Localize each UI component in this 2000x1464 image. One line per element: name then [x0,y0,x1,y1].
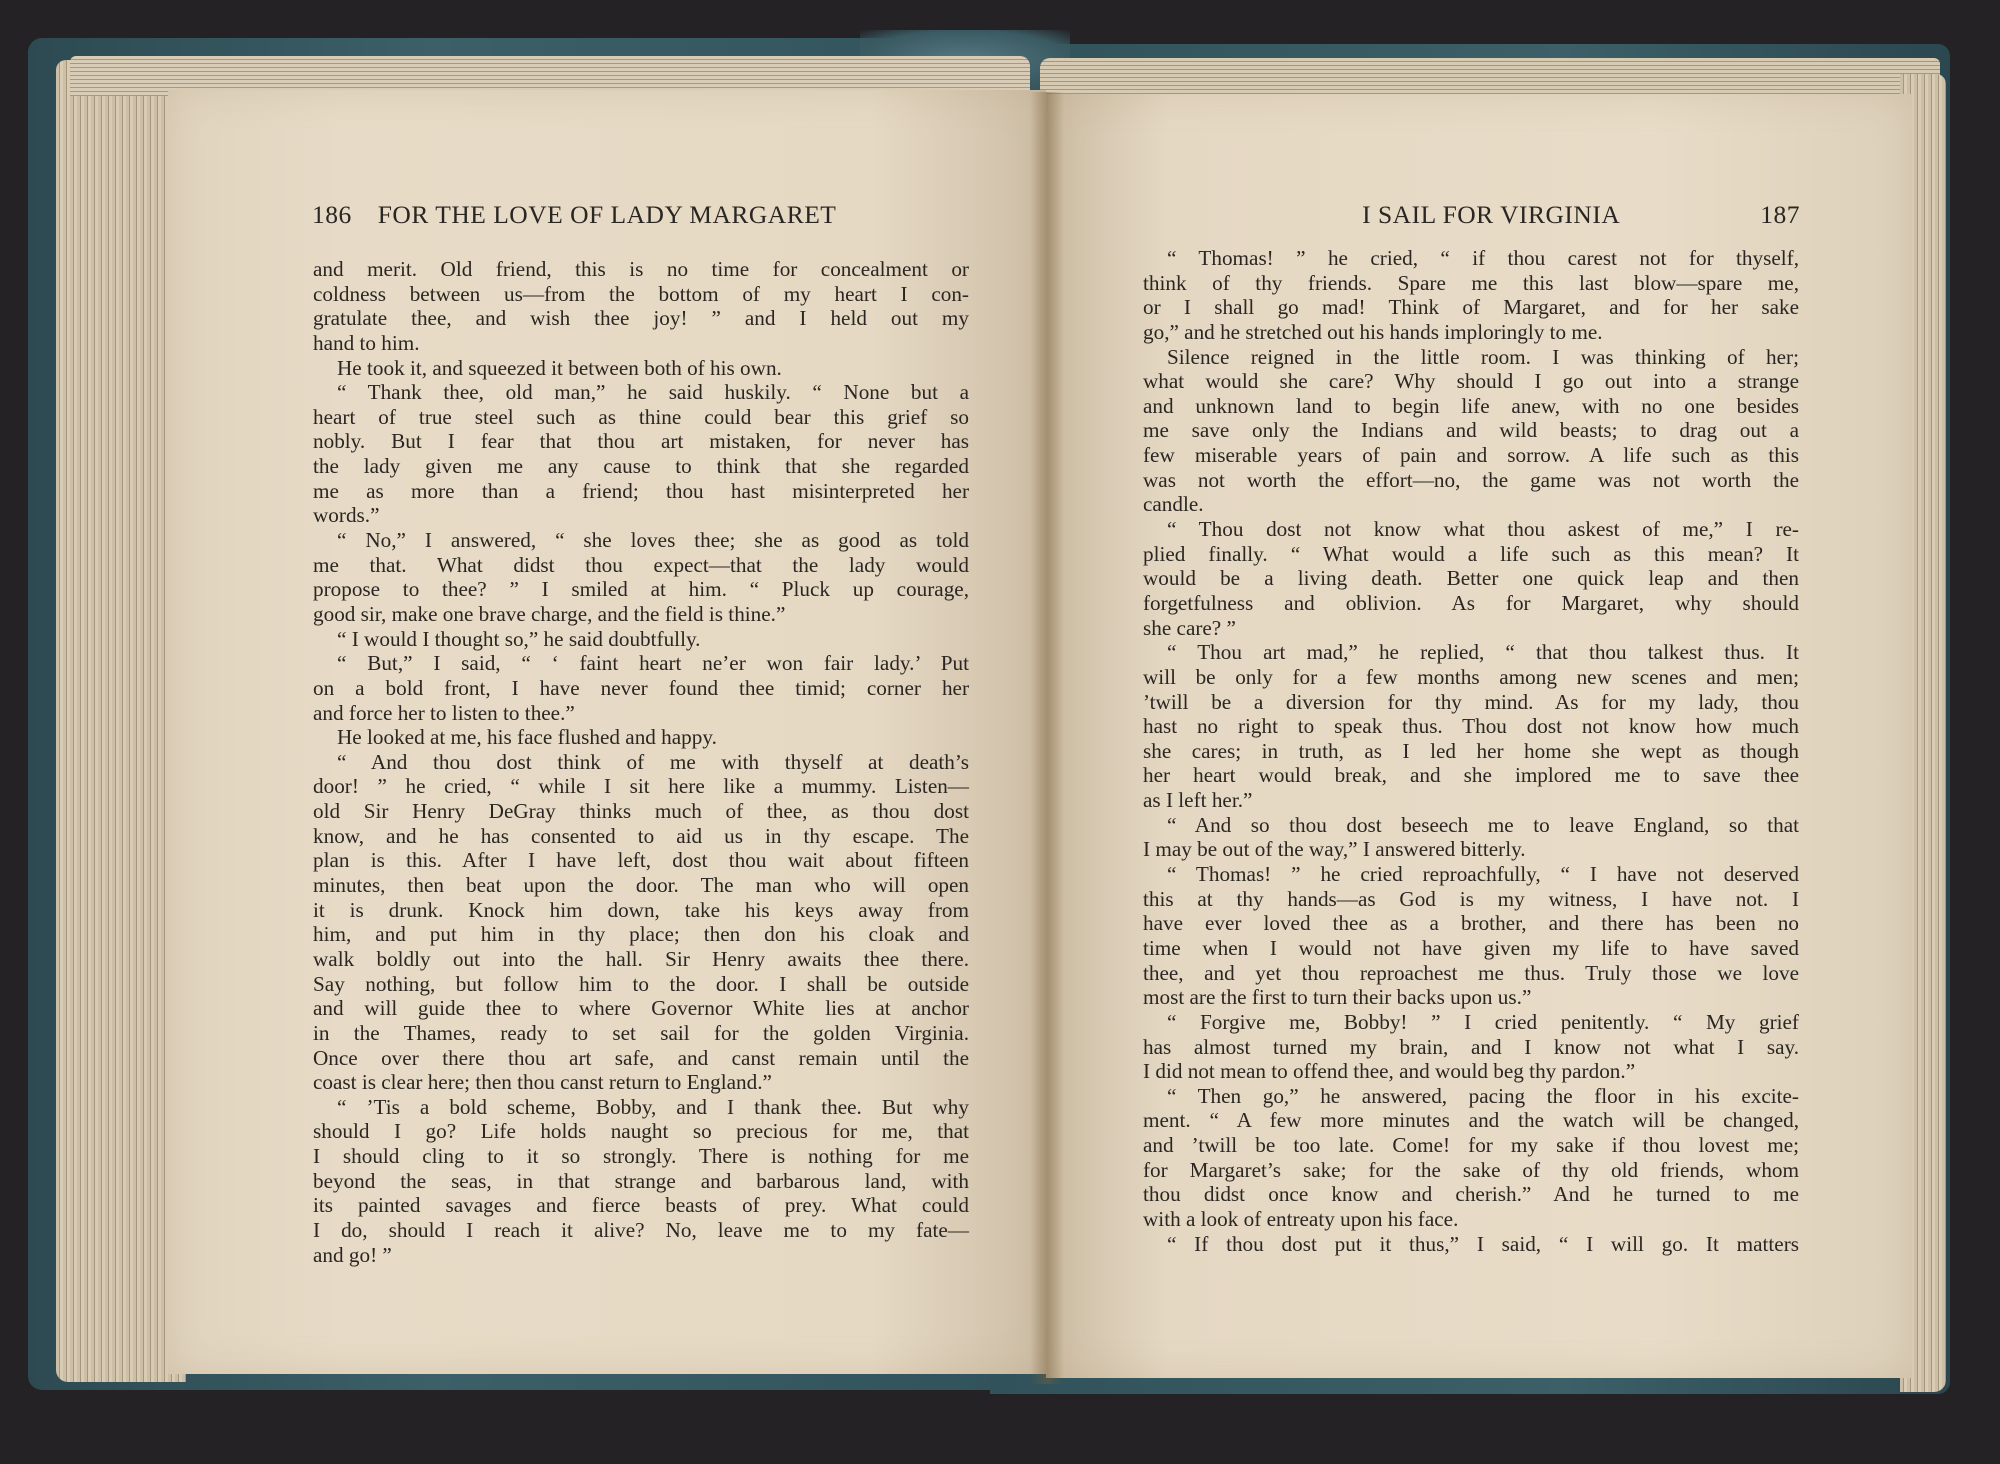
text-line: “ If thou dost put it thus,” I said, “ I will go. It matters [1167,1231,1799,1256]
text-line: “ Forgive me, Bobby! ” I cried penitently. “ My grief [1167,1009,1799,1034]
text-line: and force her to listen to thee.” [313,700,575,725]
text-line: walk boldly out into the hall. Sir Henry awaits thee there. [313,946,969,971]
text-line: its painted savages and fierce beasts of prey. What could [313,1193,969,1218]
text-line: “ Thou art mad,” he replied, “ that thou talkest thus. It [1167,640,1799,665]
text-line: propose to thee? ” I smiled at him. “ Pluck up courage, [313,577,969,602]
text-line: what would she care? Why should I go out into a strange [1143,369,1799,394]
right-page-number: 187 [1760,200,1800,229]
right-page-text [1143,246,1799,1256]
text-line: good sir, make one brave charge, and the field is thine.” [313,601,786,626]
text-line: thee, and yet thou reproachest me thus. Truly those we love [1143,960,1799,985]
page-gutter [1030,92,1064,1384]
text-line: on a bold front, I have never found thee timid; corner her [313,675,969,700]
text-line: forgetfulness and oblivion. As for Margaret, why should [1143,590,1799,615]
text-line: “ Thomas! ” he cried reproachfully, “ I have not deserved [1167,862,1799,887]
text-line: Silence reigned in the little room. I was thinking of her; [1167,344,1799,369]
text-line: hand to him. [313,330,420,355]
text-line: “ And thou dost think of me with thyself at death’s [337,749,969,774]
text-line: ment. “ A few more minutes and the watch will be changed, [1143,1108,1799,1133]
text-line: nobly. But I fear that thou art mistaken, for never has [313,429,969,454]
right-page-header [1310,200,1800,234]
text-line: me that. What didst thou expect—that the lady would [313,552,969,577]
text-line: for Margaret’s sake; for the sake of thy old friends, whom [1143,1157,1799,1182]
text-line: me as more than a friend; thou hast misinterpreted her [313,478,969,503]
text-line: time when I would not have given my life to have saved [1143,935,1799,960]
text-line: it is drunk. Knock him down, take his keys away from [313,897,969,922]
text-line: this at thy hands—as God is my witness, I have not. I [1143,886,1799,911]
text-line: “ But,” I said, “ ‘ faint heart ne’er won fair lady.’ Put [337,651,969,676]
text-line: old Sir Henry DeGray thinks much of thee, as thou dost [313,799,969,824]
text-line: with a look of entreaty upon his face. [1143,1206,1459,1231]
text-line: “ ’Tis a bold scheme, Bobby, and I thank thee. But why [337,1094,969,1119]
text-line: has almost turned my brain, and I know not what I say. [1143,1034,1799,1059]
text-line: think of thy friends. Spare me this last blow—spare me, [1143,270,1799,295]
text-line: and merit. Old friend, this is no time for concealment or [313,257,969,281]
text-line: minutes, then beat upon the door. The man who will open [313,873,969,898]
text-line: plied finally. “ What would a life such as this mean? It [1143,541,1799,566]
text-line: ’twill be a diversion for thy mind. As for my lady, thou [1143,689,1799,714]
text-line: will be only for a few months among new scenes and men; [1143,664,1799,689]
text-line: her heart would break, and she implored me to save thee [1143,763,1799,788]
text-line: have ever loved thee as a brother, and there has been no [1143,911,1799,936]
right-running-title: I SAIL FOR VIRGINIA [1362,200,1621,229]
text-line: “ Thomas! ” he cried, “ if thou carest not for thyself, [1167,246,1799,270]
text-line: Once over there thou art safe, and canst remain until the [313,1045,969,1070]
text-line: “ No,” I answered, “ she loves thee; she as good as told [337,528,969,553]
text-line: she care? ” [1143,615,1236,640]
text-line: the lady given me any cause to think that she regarded [313,454,969,479]
left-page-header [312,200,972,234]
text-line: hast no right to speak thus. Thou dost not know how much [1143,714,1799,739]
text-line: would be a living death. Better one quick leap and then [1143,566,1799,591]
text-line: gratulate thee, and wish thee joy! ” and I held out my [313,306,969,331]
text-line: or I shall go mad! Think of Margaret, and for her sake [1143,295,1799,320]
text-line: “ I would I thought so,” he said doubtfully. [337,626,701,651]
text-line: me save only the Indians and wild beasts; to drag out a [1143,418,1799,443]
text-line: coast is clear here; then thou canst return to England.” [313,1070,772,1095]
text-line: and unknown land to begin life anew, with no one besides [1143,393,1799,418]
text-line: she cares; in truth, as I led her home she wept as though [1143,738,1799,763]
text-line: and go! ” [313,1242,392,1267]
text-line: candle. [1143,492,1204,517]
text-line: in the Thames, ready to set sail for the golden Virginia. [313,1020,969,1045]
text-line: coldness between us—from the bottom of my heart I con- [313,281,969,306]
text-line: door! ” he cried, “ while I sit here like a mummy. Listen— [313,774,969,799]
left-page-text [313,257,969,1267]
text-line: go,” and he stretched out his hands imploringly to me. [1143,319,1603,344]
page-edges-left [56,60,186,1382]
page-edges-top-right [1040,58,1940,98]
text-line: words.” [313,503,380,528]
text-line: thou didst once know and cherish.” And he turned to me [1143,1182,1799,1207]
text-line: He took it, and squeezed it between both of his own. [337,355,782,380]
text-line: should I go? Life holds naught so precious for me, that [313,1119,969,1144]
text-line: He looked at me, his face flushed and happy. [337,725,717,750]
text-line: know, and he has consented to aid us in thy escape. The [313,823,969,848]
text-line: I do, should I reach it alive? No, leave me to my fate— [313,1217,969,1242]
text-line: him, and put him in thy place; then don his cloak and [313,922,969,947]
text-line: “ Thank thee, old man,” he said huskily. “ None but a [337,380,969,405]
text-line: as I left her.” [1143,788,1253,813]
text-line: most are the first to turn their backs upon us.” [1143,985,1532,1010]
text-line: plan is this. After I have left, dost thou wait about fifteen [313,848,969,873]
text-line: few miserable years of pain and sorrow. A life such as this [1143,443,1799,468]
text-line: Say nothing, but follow him to the door. I shall be outside [313,971,969,996]
text-line: I may be out of the way,” I answered bitterly. [1143,837,1526,862]
text-line: and ’twill be too late. Come! for my sake if thou lovest me; [1143,1133,1799,1158]
text-line: “ And so thou dost beseech me to leave England, so that [1167,812,1799,837]
text-line: “ Then go,” he answered, pacing the floor in his excite- [1167,1083,1799,1108]
text-line: heart of true steel such as thine could bear this grief so [313,404,969,429]
text-line: and will guide thee to where Governor White lies at anchor [313,996,969,1021]
text-line: I did not mean to offend thee, and would beg thy pardon.” [1143,1059,1636,1084]
text-line: beyond the seas, in that strange and barbarous land, with [313,1168,969,1193]
left-running-title: FOR THE LOVE OF LADY MARGARET [377,200,837,229]
left-page-number: 186 [312,200,352,229]
text-line: “ Thou dost not know what thou askest of me,” I re- [1167,517,1799,542]
text-line: I should cling to it so strongly. There is nothing for me [313,1144,969,1169]
text-line: was not worth the effort—no, the game was not worth the [1143,467,1799,492]
